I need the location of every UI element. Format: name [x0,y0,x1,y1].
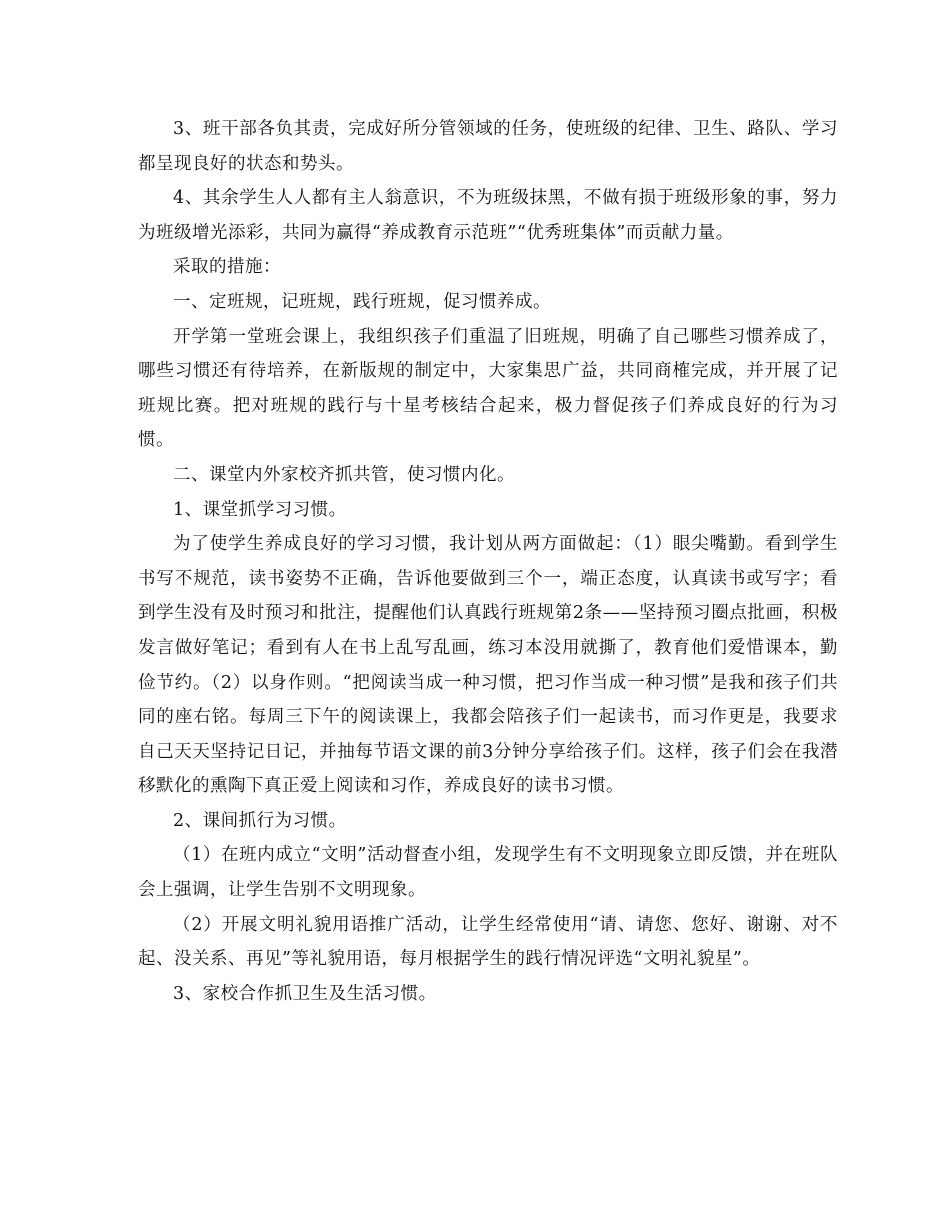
paragraph-section-one-heading: 一、定班规，记班规，践行班规，促习惯养成。 [173,291,551,312]
paragraph-class-rules: 开学第一堂班会课上，我组织孩子们重温了旧班规，明确了自己哪些习惯养成了，哪些习惯还有待培养，在新版规的制定中，大家集思广益，共同商榷完成，并开展了记班规比赛。把对班规的践行与十星考核结合起来，极力督促孩子们养成良好的行为习惯。 [138,326,838,451]
paragraph-measures-heading: 采取的措施： [173,257,281,278]
paragraph-cadre-duties: 3、班干部各负其责，完成好所分管领域的任务，使班级的纪律、卫生、路队、学习都呈现良好的状态和势头。 [138,119,838,174]
paragraph-civility-group: （1）在班内成立“文明”活动督查小组，发现学生有不文明现象立即反馈，并在班队会上强调，让学生告别不文明现象。 [138,845,838,901]
paragraph-other-students: 4、其余学生人人都有主人翁意识，不为班级抹黑，不做有损于班级形象的事，努力为班级增光添彩，共同为赢得“养成教育示范班”“优秀班集体”而贡献力量。 [138,188,838,243]
paragraph-home-school-heading: 3、家校合作抓卫生及生活习惯。 [173,983,437,1004]
paragraph-section-two-heading: 二、课堂内外家校齐抓共管，使习惯内化。 [173,464,515,485]
paragraph-polite-language: （2）开展文明礼貌用语推广活动，让学生经常使用“请、请您、您好、谢谢、对不起、没关系、再见”等礼貌用语，每月根据学生的践行情况评选“文明礼貌星”。 [138,914,838,970]
document-body [138,112,838,1011]
paragraph-behavior-habits-heading: 2、课间抓行为习惯。 [173,810,347,831]
paragraph-study-habits: 为了使学生养成良好的学习习惯，我计划从两方面做起：（1）眼尖嘴勤。看到学生书写不规范，读书姿势不正确，告诉他要做到三个一，端正态度，认真读书或写字；看到学生没有及时预习和批注，提醒他们认真践行班规第2条——坚持预习圈点批画，积极发言做好笔记；看到有人在书上乱写乱画，练习本没用就撕了，教育他们爱惜课本，勤俭节约。（2）以身作则。“把阅读当成一种习惯，把习作当成一种习惯”是我和孩子们共同的座右铭。每周三下午的阅读课上，我都会陪孩子们一起读书，而习作更是，我要求自己天天坚持记日记，并抽每节语文课的前3分钟分享给孩子们。这样，孩子们会在我潜移默化的熏陶下真正爱上阅读和习作，养成良好的读书习惯。 [138,534,838,797]
paragraph-study-habits-heading: 1、课堂抓学习习惯。 [173,499,347,520]
